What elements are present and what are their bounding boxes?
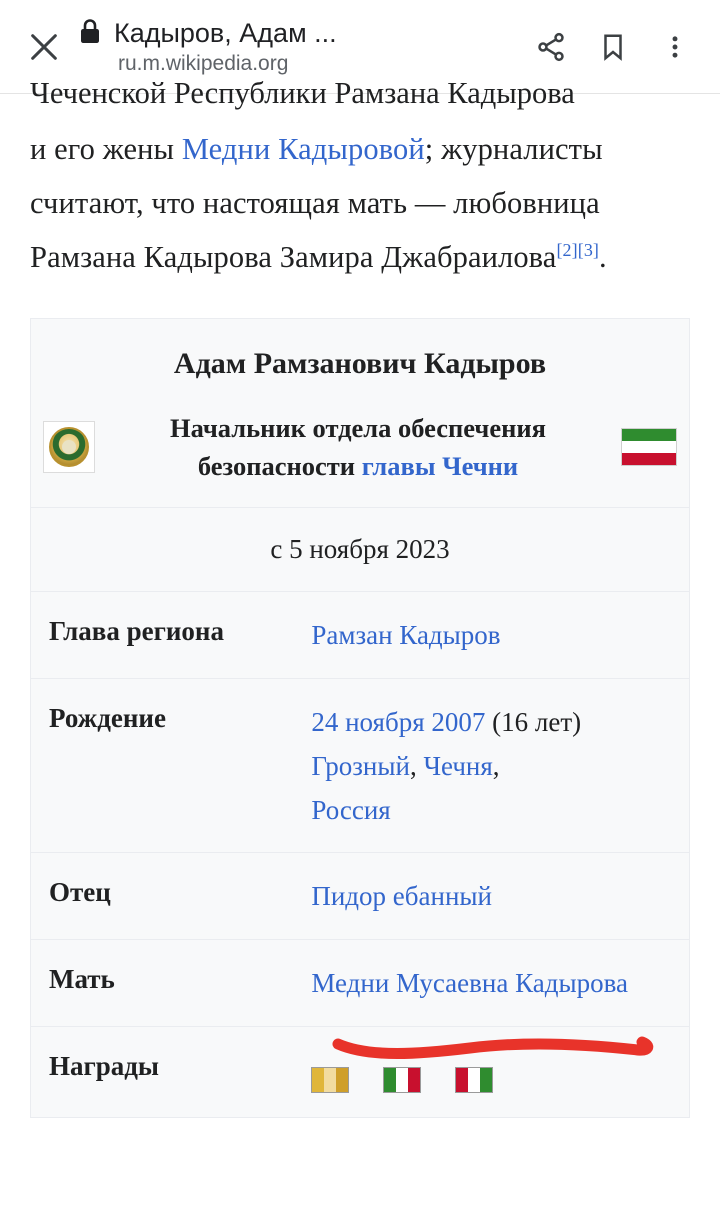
award-medal-icon[interactable] bbox=[311, 1067, 349, 1097]
link-chechnya[interactable]: Чечня bbox=[423, 750, 493, 781]
awards-icons bbox=[311, 1049, 675, 1097]
page-url: ru.m.wikipedia.org bbox=[118, 52, 289, 75]
link-medni-kadyrova[interactable]: Медни Кадыровой bbox=[181, 132, 425, 166]
link-mother[interactable]: Медни Мусаевна Кадырова bbox=[311, 968, 628, 999]
article-paragraph bbox=[30, 120, 690, 284]
infobox-row bbox=[31, 591, 689, 678]
infobox-row-value bbox=[307, 1027, 689, 1117]
infobox-row bbox=[31, 939, 689, 1026]
link-father[interactable]: Пидор ебанный bbox=[311, 881, 492, 912]
birth-age: (16 лет) bbox=[485, 707, 582, 738]
infobox-since: с 5 ноября 2023 bbox=[31, 507, 689, 591]
sep-1: , bbox=[409, 750, 424, 781]
infobox-row bbox=[31, 852, 689, 939]
infobox-office-text bbox=[105, 409, 611, 486]
link-birth-date[interactable]: 24 ноября 2007 bbox=[311, 707, 486, 738]
paragraph-segment-1: и его жены bbox=[30, 132, 182, 166]
reference-3-link[interactable]: [3] bbox=[577, 239, 600, 260]
sep-2: , bbox=[492, 750, 500, 781]
award-medal-icon[interactable] bbox=[383, 1067, 421, 1097]
infobox-row bbox=[31, 678, 689, 852]
infobox-row-value bbox=[307, 853, 689, 939]
bookmark-icon[interactable] bbox=[584, 18, 642, 76]
infobox-row-label: Отец bbox=[49, 877, 111, 908]
chechnya-coat-of-arms-icon bbox=[43, 421, 95, 473]
office-prefix: Начальник отдела обеспечения безопасности bbox=[170, 412, 546, 481]
reference-3[interactable] bbox=[578, 240, 599, 260]
clipped-line-text: Чеченской Республики Рамзана Кадырова bbox=[30, 76, 575, 110]
infobox-row-value bbox=[307, 592, 689, 678]
infobox-row-label: Награды bbox=[49, 1050, 160, 1081]
infobox-row-value bbox=[307, 940, 689, 1026]
reference-2[interactable] bbox=[556, 240, 577, 260]
clipped-paragraph-line bbox=[30, 76, 690, 120]
infobox-row-label: Рождение bbox=[49, 703, 166, 734]
link-glavy[interactable]: главы bbox=[361, 450, 436, 481]
article-content bbox=[0, 76, 720, 284]
infobox-row-label: Глава региона bbox=[49, 616, 224, 647]
infobox-office-row bbox=[31, 405, 689, 508]
link-chechni[interactable]: Чечни bbox=[442, 450, 519, 481]
chechnya-flag-icon bbox=[621, 428, 677, 466]
overflow-menu-icon[interactable] bbox=[646, 18, 704, 76]
link-russia[interactable]: Россия bbox=[311, 794, 391, 825]
infobox-row-value bbox=[307, 679, 689, 852]
infobox bbox=[30, 318, 690, 1118]
lock-icon bbox=[78, 17, 102, 50]
paragraph-segment-3: . bbox=[599, 240, 607, 274]
link-grozny[interactable]: Грозный bbox=[311, 750, 410, 781]
award-medal-icon[interactable] bbox=[455, 1067, 493, 1097]
reference-2-link[interactable]: [2] bbox=[556, 239, 578, 260]
page-title: Кадыров, Адам ... bbox=[114, 18, 337, 49]
link-ramzan-kadyrov[interactable]: Рамзан Кадыров bbox=[311, 620, 501, 651]
infobox-row-label: Мать bbox=[49, 964, 115, 995]
paragraph-segment-2: ; журналисты считают, что настоящая мать — любовница Рамзана Кадырова Замира Джабраилова bbox=[30, 132, 603, 274]
infobox-row bbox=[31, 1026, 689, 1117]
infobox-title: Адам Рамзанович Кадыров bbox=[173, 347, 547, 380]
